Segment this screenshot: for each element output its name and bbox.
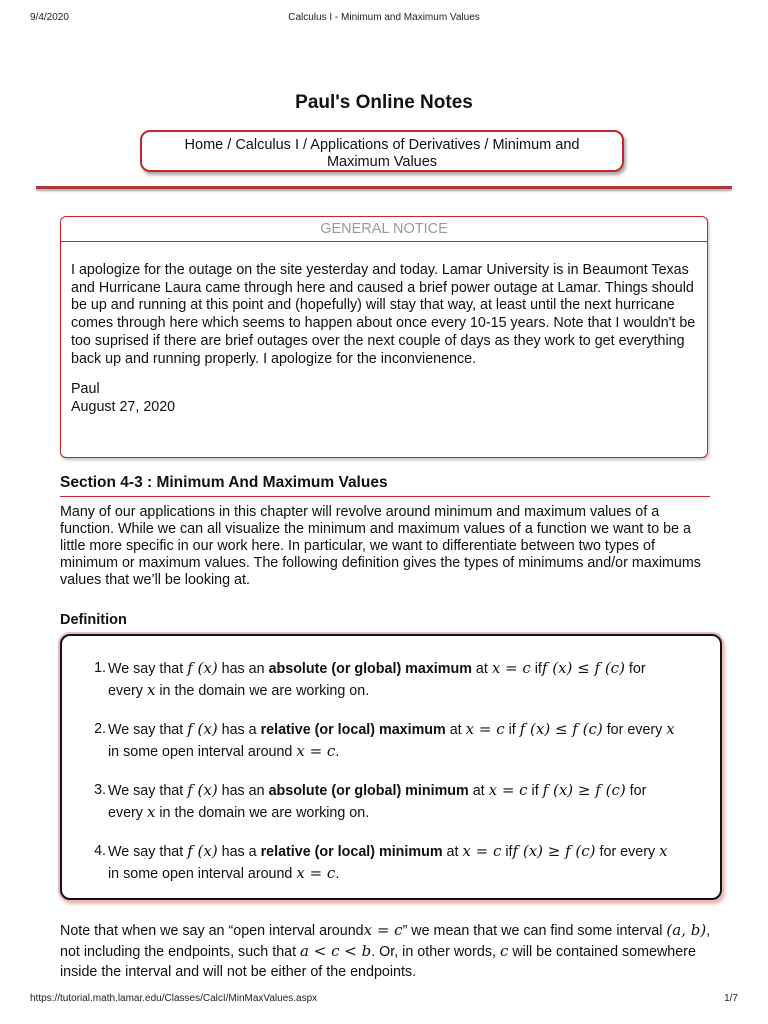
print-date: 9/4/2020 xyxy=(30,12,69,23)
breadcrumb-chapter-link[interactable]: Applications of Derivatives xyxy=(310,137,481,153)
item-text: We say that xyxy=(108,661,188,677)
math-relation: ≥ xyxy=(543,842,566,860)
item-text: if xyxy=(530,661,542,677)
math-fx: f (x) xyxy=(187,659,218,677)
note-text: , not including the endpoints, such that xyxy=(60,923,711,960)
item-text: if xyxy=(504,722,520,738)
notice-date: August 27, 2020 xyxy=(71,398,176,415)
print-page-number: 1/7 xyxy=(724,993,738,1004)
breadcrumb-separator: / xyxy=(480,137,493,153)
item-text: . xyxy=(335,866,340,882)
item-text: has a xyxy=(217,844,261,860)
math-relation: ≤ xyxy=(550,720,573,738)
item-text: at xyxy=(442,844,463,860)
definition-label: Definition xyxy=(60,612,127,628)
item-text: for xyxy=(624,661,646,677)
item-term: absolute (or global) maximum xyxy=(268,661,472,677)
item-text: . xyxy=(335,744,340,760)
site-title[interactable]: Paul's Online Notes xyxy=(295,92,473,113)
math-x: x xyxy=(146,803,156,821)
math-fx: f (x) xyxy=(187,781,218,799)
item-text: if xyxy=(501,844,513,860)
note-text: ” we mean that we can find some interval xyxy=(402,923,663,939)
item-text: has an xyxy=(217,783,269,799)
general-notice xyxy=(60,216,708,458)
breadcrumb-home-link[interactable]: Home xyxy=(184,137,224,153)
math-fc: f (c) xyxy=(565,842,596,860)
item-term: absolute (or global) minimum xyxy=(268,783,469,799)
note-paragraph xyxy=(60,920,720,982)
note-text: will be contained somewhere inside the interval and will not be either of the endpoints. xyxy=(60,944,696,980)
math-a-lt-c-lt-b: a < c < b xyxy=(300,942,372,960)
breadcrumb-course-link[interactable]: Calculus I xyxy=(235,137,299,153)
math-x-eq-c: x = c xyxy=(462,842,502,860)
notice-title: GENERAL NOTICE xyxy=(61,217,707,242)
definition-box xyxy=(60,634,722,900)
math-x-eq-c: x = c xyxy=(465,720,505,738)
item-text: every xyxy=(108,683,147,699)
math-x: x xyxy=(666,720,675,738)
print-url: https://tutorial.math.lamar.edu/Classes/CalcI/MinMaxValues.aspx xyxy=(30,993,318,1004)
item-number: 1. xyxy=(94,660,106,676)
item-text: in some open interval around xyxy=(108,744,297,760)
item-text: in some open interval around xyxy=(108,866,297,882)
math-fx: f (x) xyxy=(512,842,543,860)
math-fc: f (c) xyxy=(595,781,626,799)
item-text: We say that xyxy=(108,844,188,860)
math-fc: f (c) xyxy=(594,659,625,677)
item-text: in the domain we are working on. xyxy=(155,805,370,821)
math-fc: f (c) xyxy=(572,720,603,738)
item-text: at xyxy=(471,661,492,677)
item-text: has a xyxy=(217,722,261,738)
math-x-eq-c: x = c xyxy=(491,659,531,677)
item-text: at xyxy=(445,722,466,738)
math-x-eq-c: x = c xyxy=(296,864,336,882)
math-x: x xyxy=(146,681,156,699)
item-text: We say that xyxy=(108,783,188,799)
math-fx: f (x) xyxy=(541,659,573,677)
math-x-eq-c: x = c xyxy=(488,781,528,799)
math-fx: f (x) xyxy=(187,842,218,860)
item-number: 3. xyxy=(94,782,106,798)
item-text: We say that xyxy=(108,722,188,738)
math-relation: ≤ xyxy=(572,659,595,677)
print-title: Calculus I - Minimum and Maximum Values xyxy=(288,12,480,23)
section-heading: Section 4-3 : Minimum And Maximum Values xyxy=(60,474,710,497)
note-text: Note that when we say an “open interval around xyxy=(60,923,364,939)
item-term: relative (or local) minimum xyxy=(260,844,443,860)
math-relation: ≥ xyxy=(573,781,596,799)
item-text: has an xyxy=(217,661,269,677)
math-interval-ab: (a, b) xyxy=(666,921,707,939)
math-fx: f (x) xyxy=(542,781,574,799)
item-term: relative (or local) maximum xyxy=(260,722,446,738)
notice-body xyxy=(61,242,707,417)
intro-paragraph: Many of our applications in this chapter will revolve around minimum and maximum values of a function. While we can all visualize the minimum and maximum values of a function we want to be a little more specific in our work here. In particular, we want to differentiate between two types of minimum or maximum values. The following definition gives the types of minimums and/or maximums values that we’ll be looking at. xyxy=(60,504,701,588)
math-x-eq-c: x = c xyxy=(296,742,336,760)
math-fx: f (x) xyxy=(519,720,551,738)
math-x-eq-c: x = c xyxy=(363,921,403,939)
math-fx: f (x) xyxy=(187,720,218,738)
item-text: in the domain we are working on. xyxy=(155,683,370,699)
item-text: every xyxy=(108,805,147,821)
breadcrumb-separator: / xyxy=(223,137,236,153)
item-text: for every xyxy=(595,844,660,860)
breadcrumb-separator: / xyxy=(298,137,311,153)
notice-signature: Paul xyxy=(71,381,100,398)
breadcrumb-current-page-cont: Maximum Values xyxy=(326,154,438,170)
item-number: 2. xyxy=(94,721,106,737)
item-text: for every xyxy=(602,722,667,738)
item-text: at xyxy=(468,783,489,799)
breadcrumb-current-page: Minimum and xyxy=(492,137,580,153)
item-text: if xyxy=(527,783,543,799)
math-c: c xyxy=(499,942,509,960)
breadcrumb xyxy=(140,130,624,172)
math-x: x xyxy=(659,842,668,860)
item-text: for xyxy=(625,783,647,799)
notice-text: I apologize for the outage on the site yesterday and today. Lamar University is in Beaumont Texas and Hurricane Laura came through here and caused a brief power outage at Lamar. Things should be up and running at this point and (hopefully) will stay that way, at least until the next hurricane comes through here which seems to happen about once every 10-15 years. Note that I wouldn't be too suprised if there are brief outages over the next couple of days as they work to get everything back up and running properly. I apologize for the inconvienence. xyxy=(71,262,696,367)
item-number: 4. xyxy=(94,843,106,859)
header-divider xyxy=(36,186,732,189)
note-text: . Or, in other words, xyxy=(371,944,500,960)
